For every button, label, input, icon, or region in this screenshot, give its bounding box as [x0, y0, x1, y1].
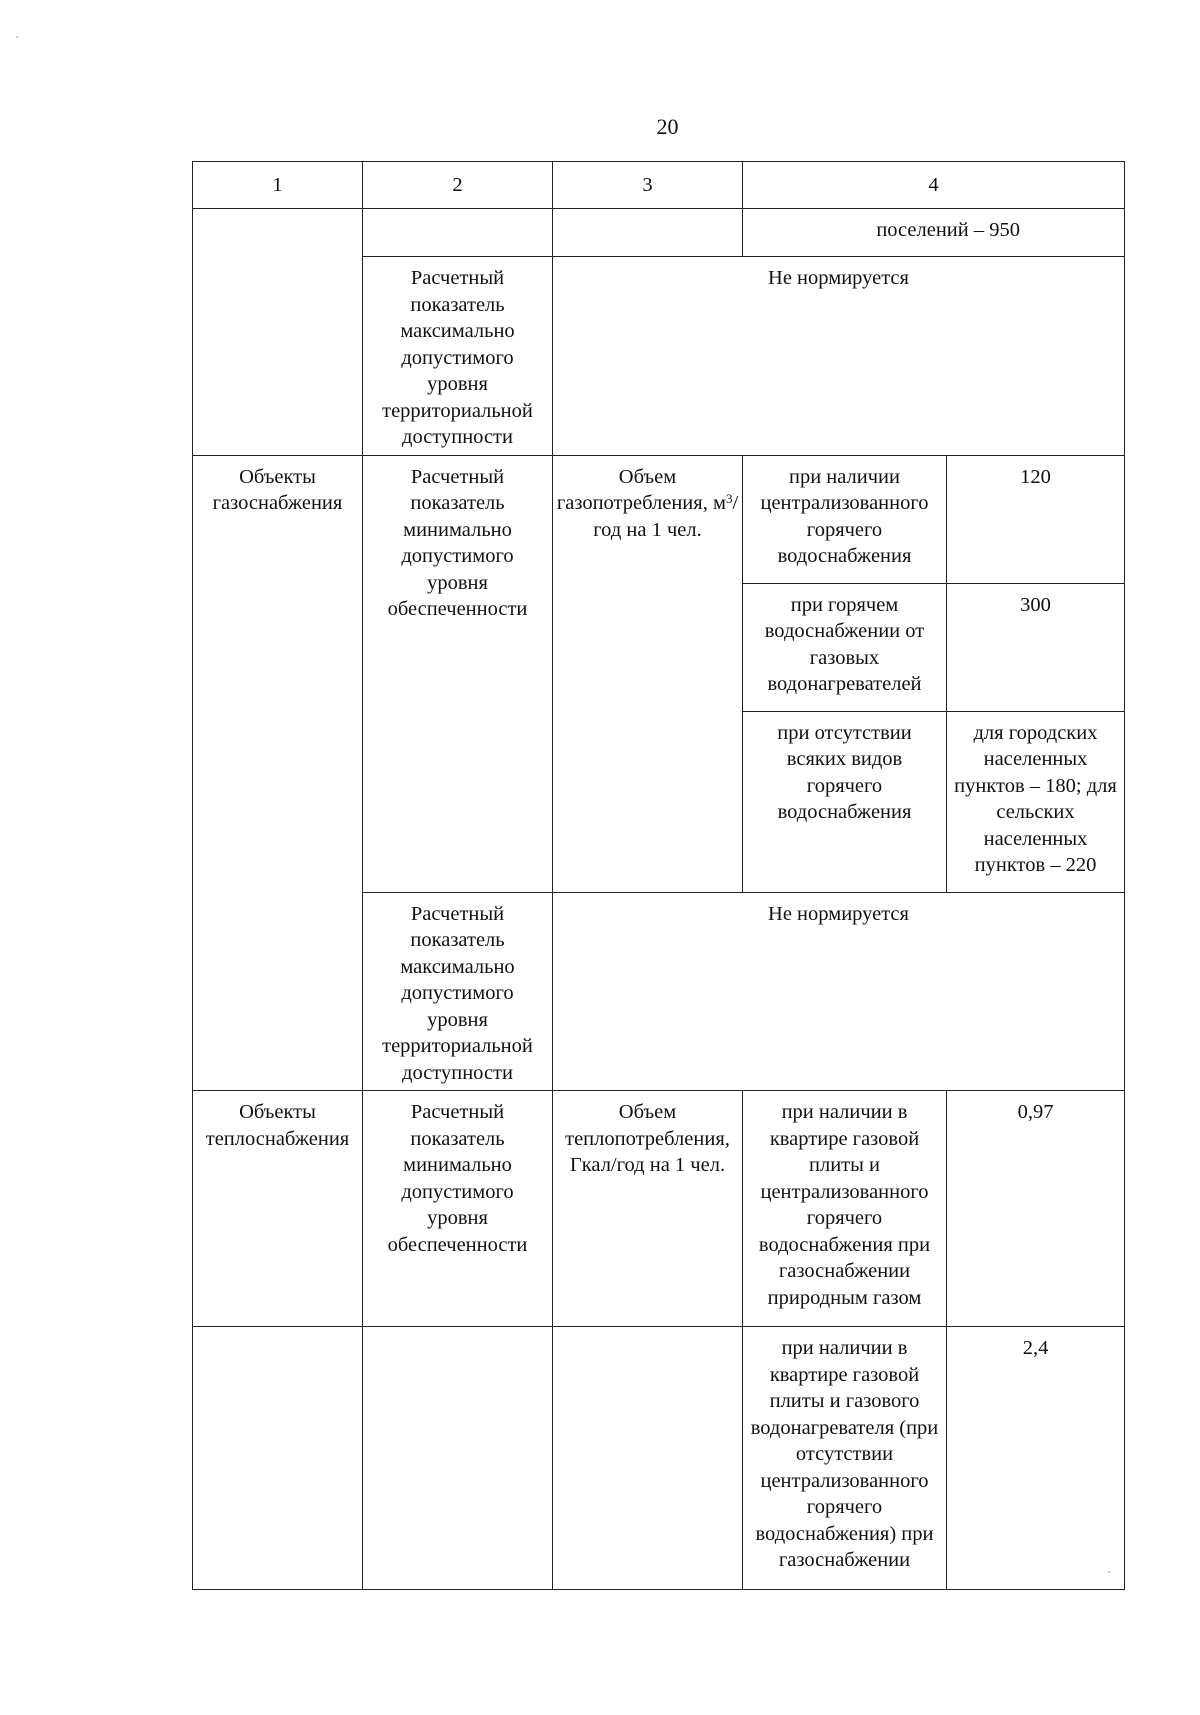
- gas-max-value: Не нормируется: [553, 892, 1125, 1091]
- gas-value-2: 300: [947, 583, 1125, 711]
- gas-indicator-cell: Расчетный показатель минимально допустимого уровня обеспеченности: [363, 455, 553, 892]
- regulation-table: [192, 161, 1125, 1590]
- header-col-2: 2: [363, 162, 553, 209]
- heat-condition-2: при наличии в квартире газовой плиты и газового водонагревателя (при отсутствии централизованного горячего водоснабжения) при газоснабжении: [743, 1327, 947, 1590]
- gas-row-1: [193, 455, 1125, 583]
- gas-max-indicator: Расчетный показатель максимально допустимого уровня территориальной доступности: [363, 892, 553, 1091]
- scan-speck: [16, 36, 18, 38]
- header-row: [193, 162, 1125, 209]
- water-max-indicator: Расчетный показатель максимально допустимого уровня территориальной доступности: [363, 257, 553, 456]
- gas-unit-text-tail: /год на 1 чел.: [593, 492, 739, 541]
- scan-speck: [1108, 1571, 1110, 1573]
- gas-unit-cell: [553, 455, 743, 892]
- gas-condition-3: при отсутствии всяких видов горячего водоснабжения: [743, 711, 947, 892]
- heat-row-2-indicator-cell: [363, 1327, 553, 1590]
- continuation-value-cell: поселений – 950: [743, 209, 1125, 257]
- heat-indicator-cell: Расчетный показатель минимально допустимого уровня обеспеченности: [363, 1091, 553, 1327]
- header-col-1: 1: [193, 162, 363, 209]
- heat-unit-cell: Объем теплопотребления, Гкал/год на 1 чел.: [553, 1091, 743, 1327]
- heat-row-2-object-cell: [193, 1327, 363, 1590]
- heat-row-1: [193, 1091, 1125, 1327]
- continuation-unit-cell: [553, 209, 743, 257]
- heat-object-cell: Объекты теплоснабжения: [193, 1091, 363, 1327]
- gas-object-cell: Объекты газоснабжения: [193, 455, 363, 1091]
- gas-value-3: для городских населенных пунктов – 180; для сельских населенных пунктов – 220: [947, 711, 1125, 892]
- gas-unit-text: Объем газопотребления, м: [556, 465, 726, 514]
- page-number: 20: [656, 114, 679, 139]
- water-max-value: Не нормируется: [553, 257, 1125, 456]
- continuation-row: [193, 209, 1125, 257]
- gas-condition-1: при наличии централизованного горячего водоснабжения: [743, 455, 947, 583]
- heat-value-1: 0,97: [947, 1091, 1125, 1327]
- continuation-object-cell: [193, 209, 363, 456]
- gas-condition-2: при горячем водоснабжении от газовых водонагревателей: [743, 583, 947, 711]
- heat-value-2: 2,4: [947, 1327, 1125, 1590]
- header-col-4: 4: [743, 162, 1125, 209]
- gas-value-1: 120: [947, 455, 1125, 583]
- gas-unit-superscript: 3: [725, 491, 733, 506]
- heat-row-2-unit-cell: [553, 1327, 743, 1590]
- heat-row-2: [193, 1327, 1125, 1590]
- header-col-3: 3: [553, 162, 743, 209]
- heat-condition-1: при наличии в квартире газовой плиты и централизованного горячего водоснабжения при газоснабжении природным газом: [743, 1091, 947, 1327]
- continuation-indicator-cell: [363, 209, 553, 257]
